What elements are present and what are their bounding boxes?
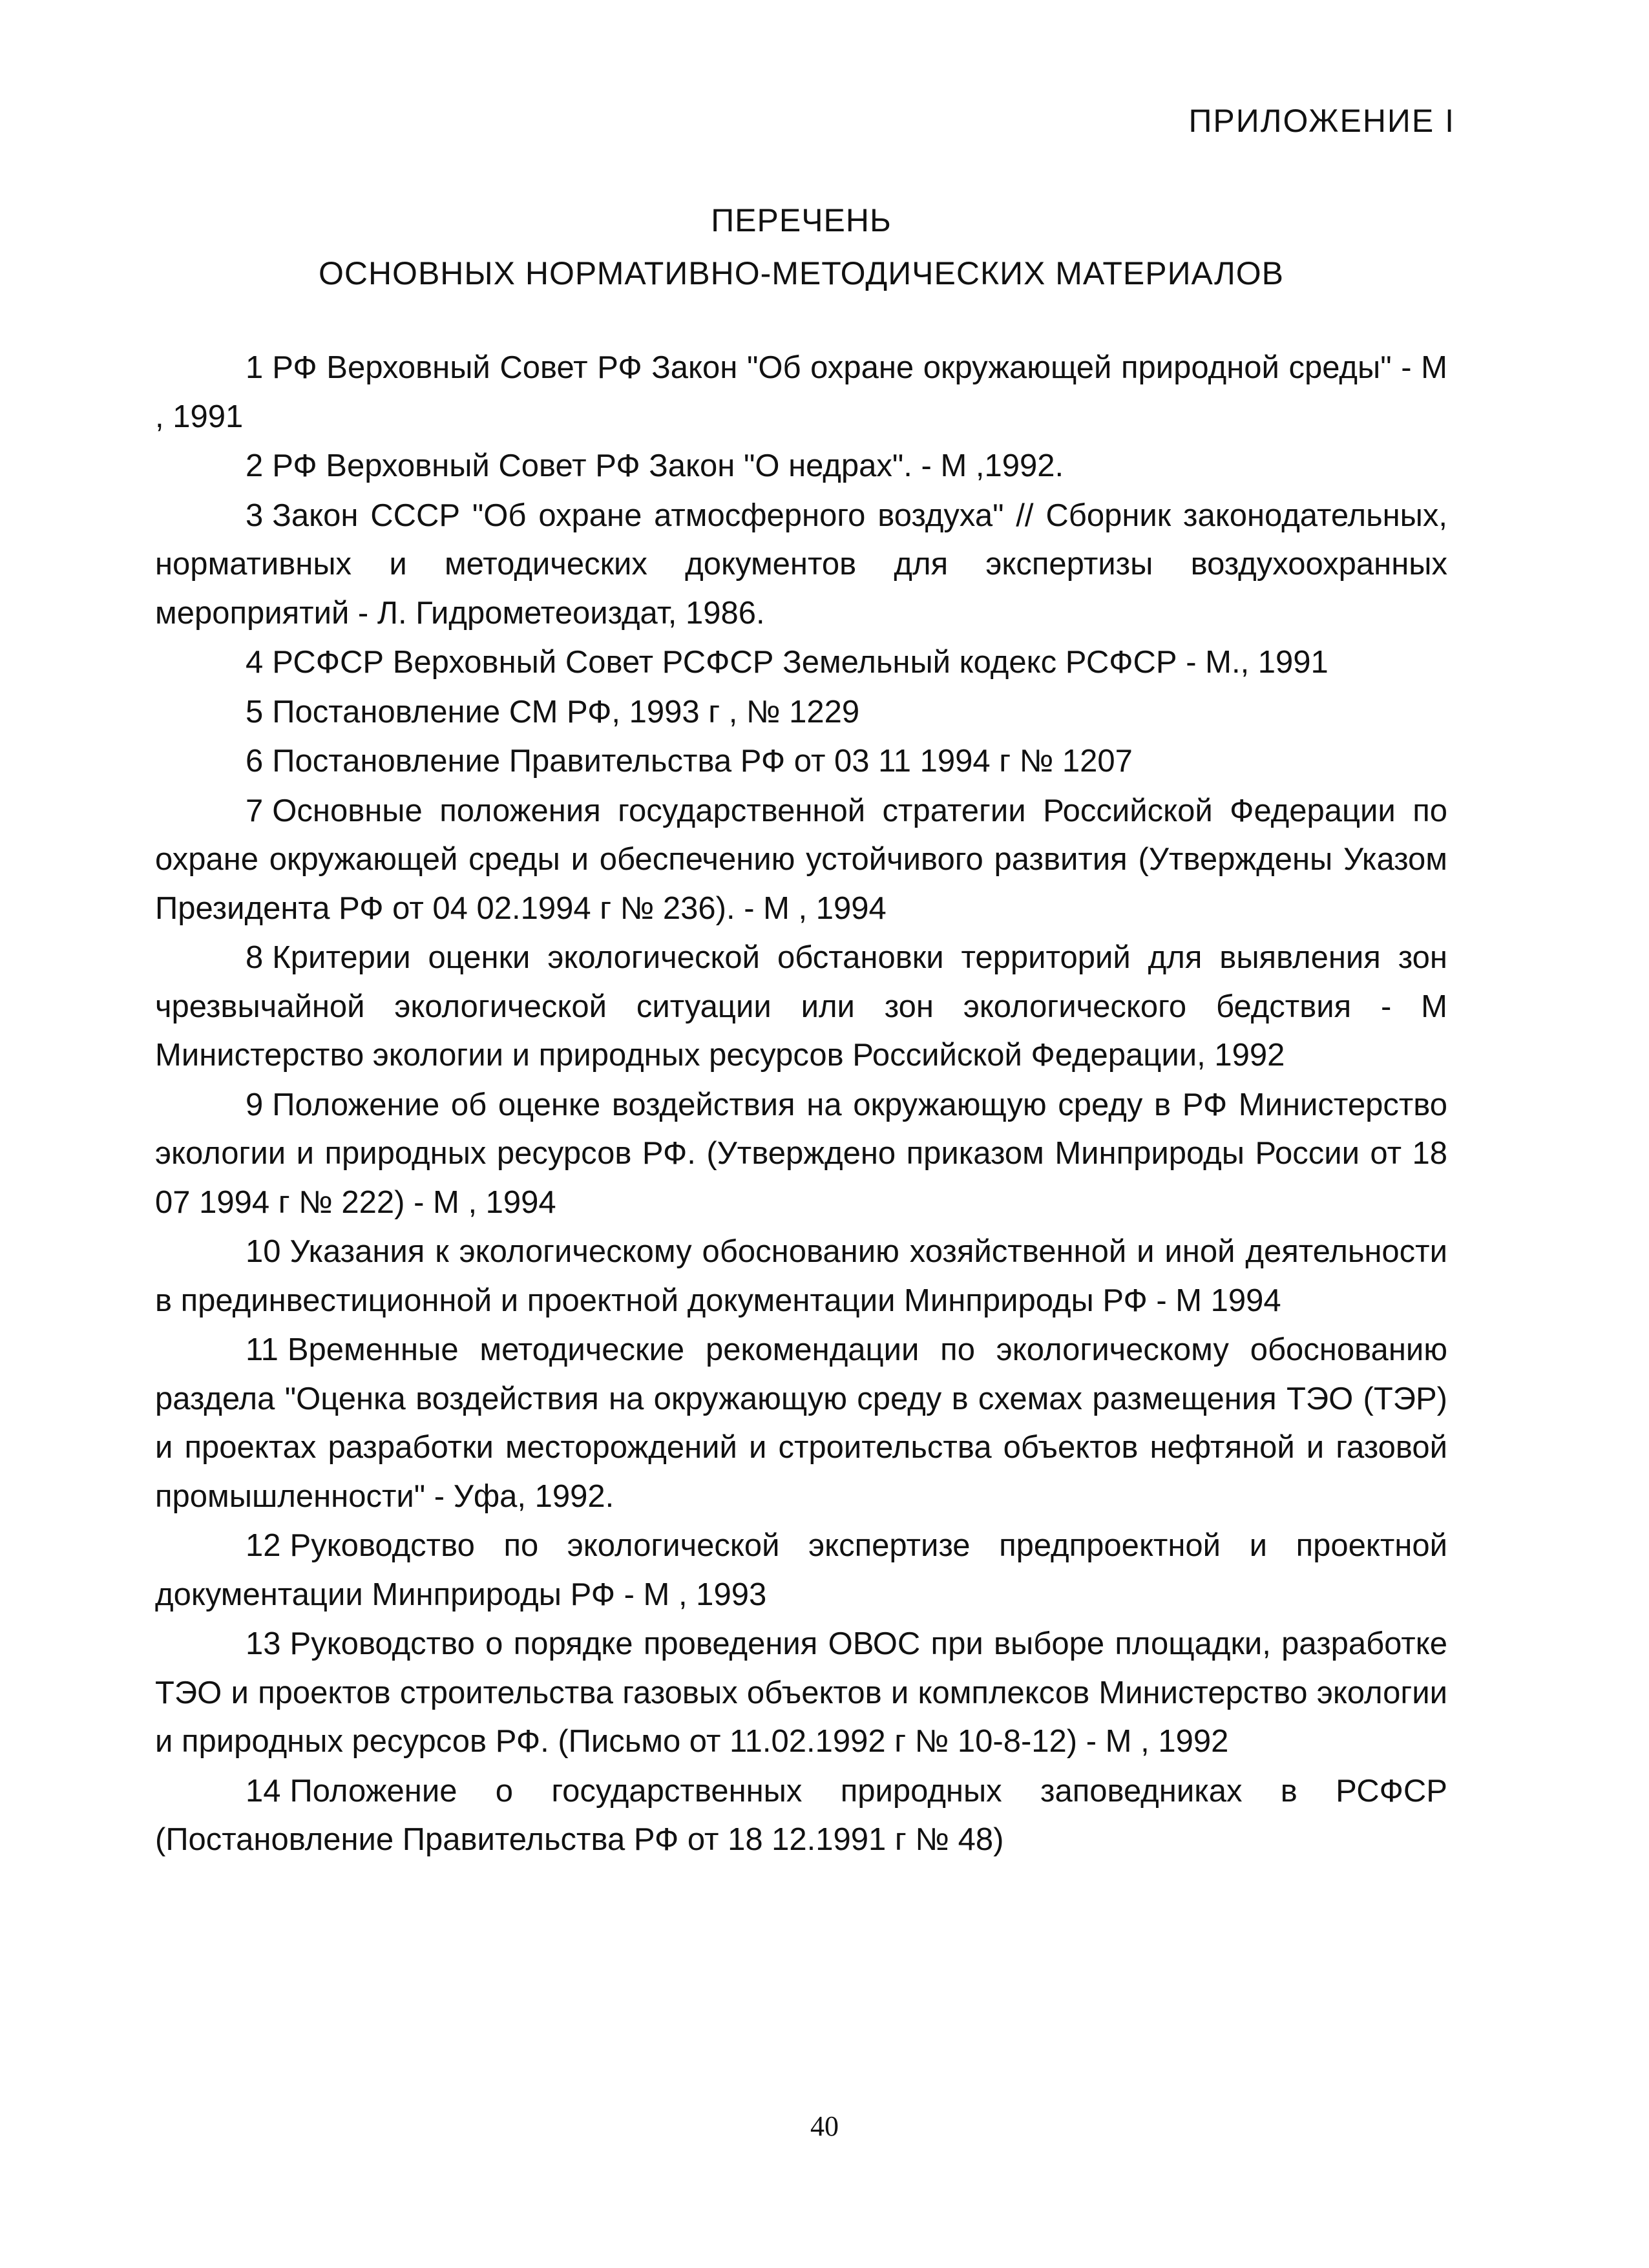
- item-number: 14: [246, 1773, 281, 1809]
- materials-list: [155, 344, 1447, 1865]
- list-item: [155, 1522, 1447, 1619]
- item-text: Руководство по экологической экспертизе предпроектной и проектной документации Минприроды РФ - М , 1993: [155, 1528, 1447, 1612]
- list-item: [155, 787, 1447, 934]
- item-text: Руководство о порядке проведения ОВОС при выборе площадки, разработке ТЭО и проектов строительства газовых объектов и комплексов Министерство экологии и природных ресурсов РФ. (Письмо от 11.02.1992 г № 10-8-12) - М , 1992: [155, 1626, 1447, 1759]
- list-item: [155, 442, 1447, 491]
- item-number: 13: [246, 1626, 281, 1661]
- item-number: 4: [246, 645, 264, 680]
- item-text: Положение о государственных природных заповедниках в РСФСР (Постановление Правительства РФ от 18 12.1991 г № 48): [155, 1773, 1447, 1857]
- list-item: [155, 1228, 1447, 1325]
- page-number: 40: [810, 2110, 839, 2142]
- item-text: Закон СССР "Об охране атмосферного воздуха" // Сборник законодательных, нормативных и методических документов для экспертизы воздухоохранных мероприятий - Л. Гидрометеоиздат, 1986.: [155, 498, 1447, 631]
- title-line-1: ПЕРЕЧЕНЬ: [711, 202, 892, 238]
- title-line-2: ОСНОВНЫХ НОРМАТИВНО-МЕТОДИЧЕСКИХ МАТЕРИАЛОВ: [318, 255, 1285, 291]
- item-text: РФ Верховный Совет РФ Закон "Об охране окружающей природной среды" - М , 1991: [155, 350, 1447, 434]
- item-number: 6: [246, 744, 264, 779]
- list-item: [155, 1081, 1447, 1228]
- item-number: 3: [246, 498, 264, 533]
- item-text: Временные методические рекомендации по экологическому обоснованию раздела "Оценка воздействия на окружающую среду в схемах размещения ТЭО (ТЭР) и проектах разработки месторождений и строительства объектов нефтяной и газовой промышленности" - Уфа, 1992.: [155, 1332, 1447, 1514]
- list-item: [155, 1767, 1447, 1865]
- item-number: 11: [246, 1332, 278, 1367]
- item-text: Основные положения государственной стратегии Российской Федерации по охране окружающей среды и обеспечению устойчивого развития (Утверждены Указом Президента РФ от 04 02.1994 г № 236). - М , 1994: [155, 793, 1447, 926]
- appendix-label: ПРИЛОЖЕНИЕ I: [1188, 103, 1455, 139]
- item-text: РФ Верховный Совет РФ Закон "О недрах". - М ,1992.: [272, 448, 1064, 483]
- item-text: Постановление Правительства РФ от 03 11 1994 г № 1207: [272, 744, 1133, 779]
- document-title: [155, 194, 1447, 300]
- item-text: Положение об оценке воздействия на окружающую среду в РФ Министерство экологии и природных ресурсов РФ. (Утверждено приказом Минприроды России от 18 07 1994 г № 222) - М , 1994: [155, 1087, 1447, 1220]
- list-item: [155, 344, 1447, 441]
- item-text: Указания к экологическому обоснованию хозяйственной и иной деятельности в прединвестиционной и проектной документации Минприроды РФ - М 1994: [155, 1234, 1447, 1318]
- list-item: [155, 737, 1447, 786]
- item-number: 1: [246, 350, 264, 385]
- list-item: [155, 492, 1447, 638]
- item-number: 10: [246, 1234, 281, 1269]
- list-item: [155, 688, 1447, 737]
- item-number: 9: [246, 1087, 264, 1122]
- item-number: 5: [246, 694, 264, 730]
- item-number: 2: [246, 448, 264, 483]
- list-item: [155, 638, 1447, 688]
- list-item: [155, 1620, 1447, 1767]
- list-item: [155, 1326, 1447, 1521]
- item-text: РСФСР Верховный Совет РСФСР Земельный кодекс РСФСР - М., 1991: [272, 645, 1329, 680]
- item-number: 12: [246, 1528, 281, 1563]
- item-number: 7: [246, 793, 264, 828]
- item-text: Критерии оценки экологической обстановки территорий для выявления зон чрезвычайной экологической ситуации или зон экологического бедствия - М Министерство экологии и природных ресурсов Российской Федерации, 1992: [155, 940, 1447, 1073]
- list-item: [155, 934, 1447, 1080]
- item-text: Постановление СМ РФ, 1993 г , № 1229: [272, 694, 860, 730]
- item-number: 8: [246, 940, 264, 975]
